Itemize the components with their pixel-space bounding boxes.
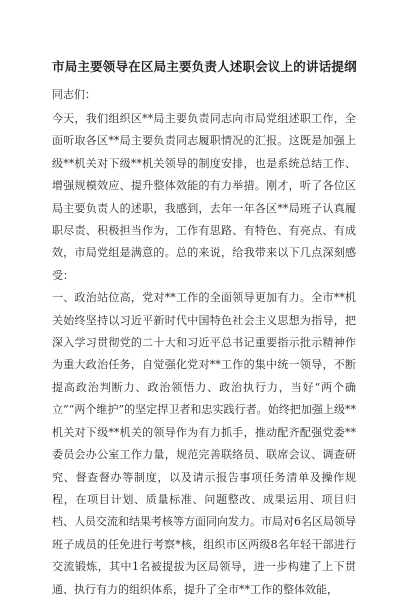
paragraph-intro: 今天，我们组织区**局主要负责同志向市局党组述职工作，全面听取各区**局主要负责同志履职情况的汇报。这既是加强上级**机关对下级**机关领导的制度安排，也是系统总结工作、增强规模效应、提升整体效能的有力举措。刚才，听了各位区局主要负责人的述职，我感到，去年一年各区**局班子认真履职尽责、积极担当作为，工作有思路、有特色、有亮点、有成效，市局党组是满意的。总的来说，给我带来以下几点深刻感受： — [52, 112, 356, 282]
document-title: 市局主要领导在区局主要负责人述职会议上的讲话提纲 — [52, 59, 357, 74]
salutation: 同志们： — [52, 88, 96, 101]
paragraph-section-one: 一、政治站位高，党对**工作的全面领导更加有力。全市**机关始终坚持以习近平新时代中国特色社会主义思想为指导，把深入学习贯彻党的二十大和习近平总书记重要指示批示精神作为重大政治任务，自觉强化党对**工作的集中统一领导，不断提高政治判断力、政治领悟力、政治执行力，当好“两个确立”“两个维护”的坚定捍卫者和忠实践行者。始终把加强上级**机关对下级**机关的领导作为有力抓手，推动配齐配强党委**委员会办公室工作力量，规范完善联络员、联席会议、调查研究、督查督办等制度，以及请示报告事项任务清单及操作规程，在项目计划、质量标准、问题整改、成果运用、项目归档、人员交流和结果考核等方面同向发力。市局对6名区局领导班子成员的任免进行考察*核，组织市区两级8名年轻干部进行交流锻炼，其中1名被提拔为区局领导，进一步构建了上下贯通、执行有力的组织体系，提升了全市**工作的整体效能， — [52, 291, 356, 596]
